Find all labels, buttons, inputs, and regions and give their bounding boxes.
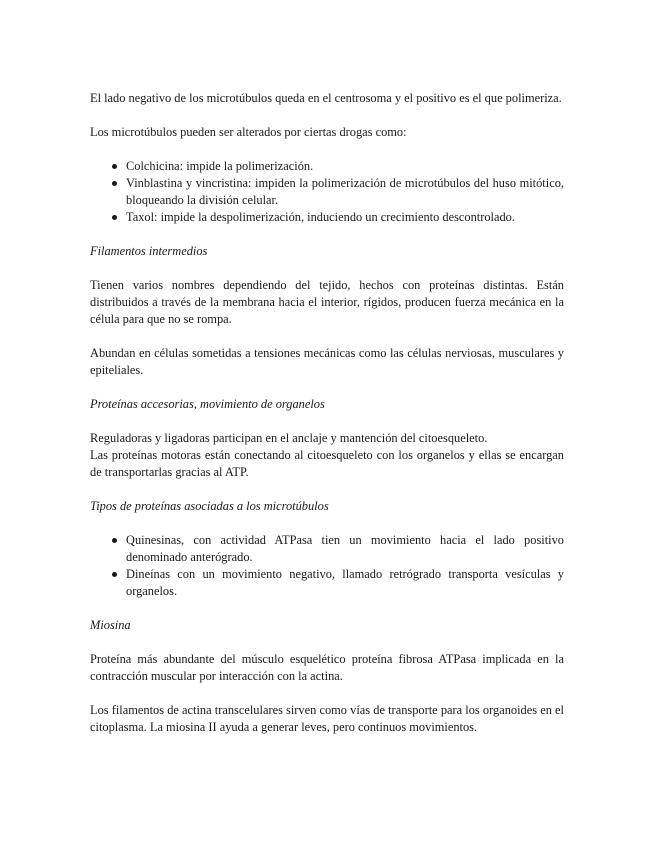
list-item: Colchicina: impide la polimerización. [90, 158, 564, 175]
paragraph-motor-proteins: Las proteínas motoras están conectando al citoesqueleto con los organelos y ellas se encargan de transportarlas gracias al ATP. [90, 448, 564, 479]
drug-list [90, 158, 564, 226]
motor-list [90, 532, 564, 600]
paragraph-intermediate-abundance: Abundan en células sometidas a tensiones mecánicas como las células nerviosas, musculares y epiteliales. [90, 346, 564, 377]
section-heading-accessory-proteins: Proteínas accesorias, movimiento de organelos [90, 397, 325, 411]
list-item: Dineínas con un movimiento negativo, llamado retrógrado transporta vesículas y organelos. [90, 566, 564, 600]
section-heading-intermediate-filaments: Filamentos intermedios [90, 244, 208, 258]
document-page [90, 90, 564, 736]
paragraph-drugs-intro: Los microtúbulos pueden ser alterados por ciertas drogas como: [90, 125, 407, 139]
paragraph-myosin-abundance: Proteína más abundante del músculo esquelético proteína fibrosa ATPasa implicada en la contracción muscular por interacción con la actina. [90, 652, 564, 683]
list-item: Taxol: impide la despolimerización, induciendo un crecimiento descontrolado. [90, 209, 564, 226]
paragraph-microtubule-polarity: El lado negativo de los microtúbulos queda en el centrosoma y el positivo es el que polimeriza. [90, 91, 562, 105]
section-heading-microtubule-proteins: Tipos de proteínas asociadas a los microtúbulos [90, 499, 329, 513]
paragraph-intermediate-names: Tienen varios nombres dependiendo del tejido, hechos con proteínas distintas. Están distribuidos a través de la membrana hacia el interior, rígidos, producen fuerza mecánica en la célula para que no se rompa. [90, 278, 564, 326]
paragraph-actin-filaments: Los filamentos de actina transcelulares sirven como vías de transporte para los organoides en el citoplasma. La miosina II ayuda a generar leves, pero continuos movimientos. [90, 703, 564, 734]
list-item: Quinesinas, con actividad ATPasa tien un movimiento hacia el lado positivo denominado anterógrado. [90, 532, 564, 566]
list-item: Vinblastina y vincristina: impiden la polimerización de microtúbulos del huso mitótico, bloqueando la división celular. [90, 175, 564, 209]
section-heading-myosin: Miosina [90, 618, 131, 632]
paragraph-regulators: Reguladoras y ligadoras participan en el anclaje y mantención del citoesqueleto. [90, 431, 488, 445]
